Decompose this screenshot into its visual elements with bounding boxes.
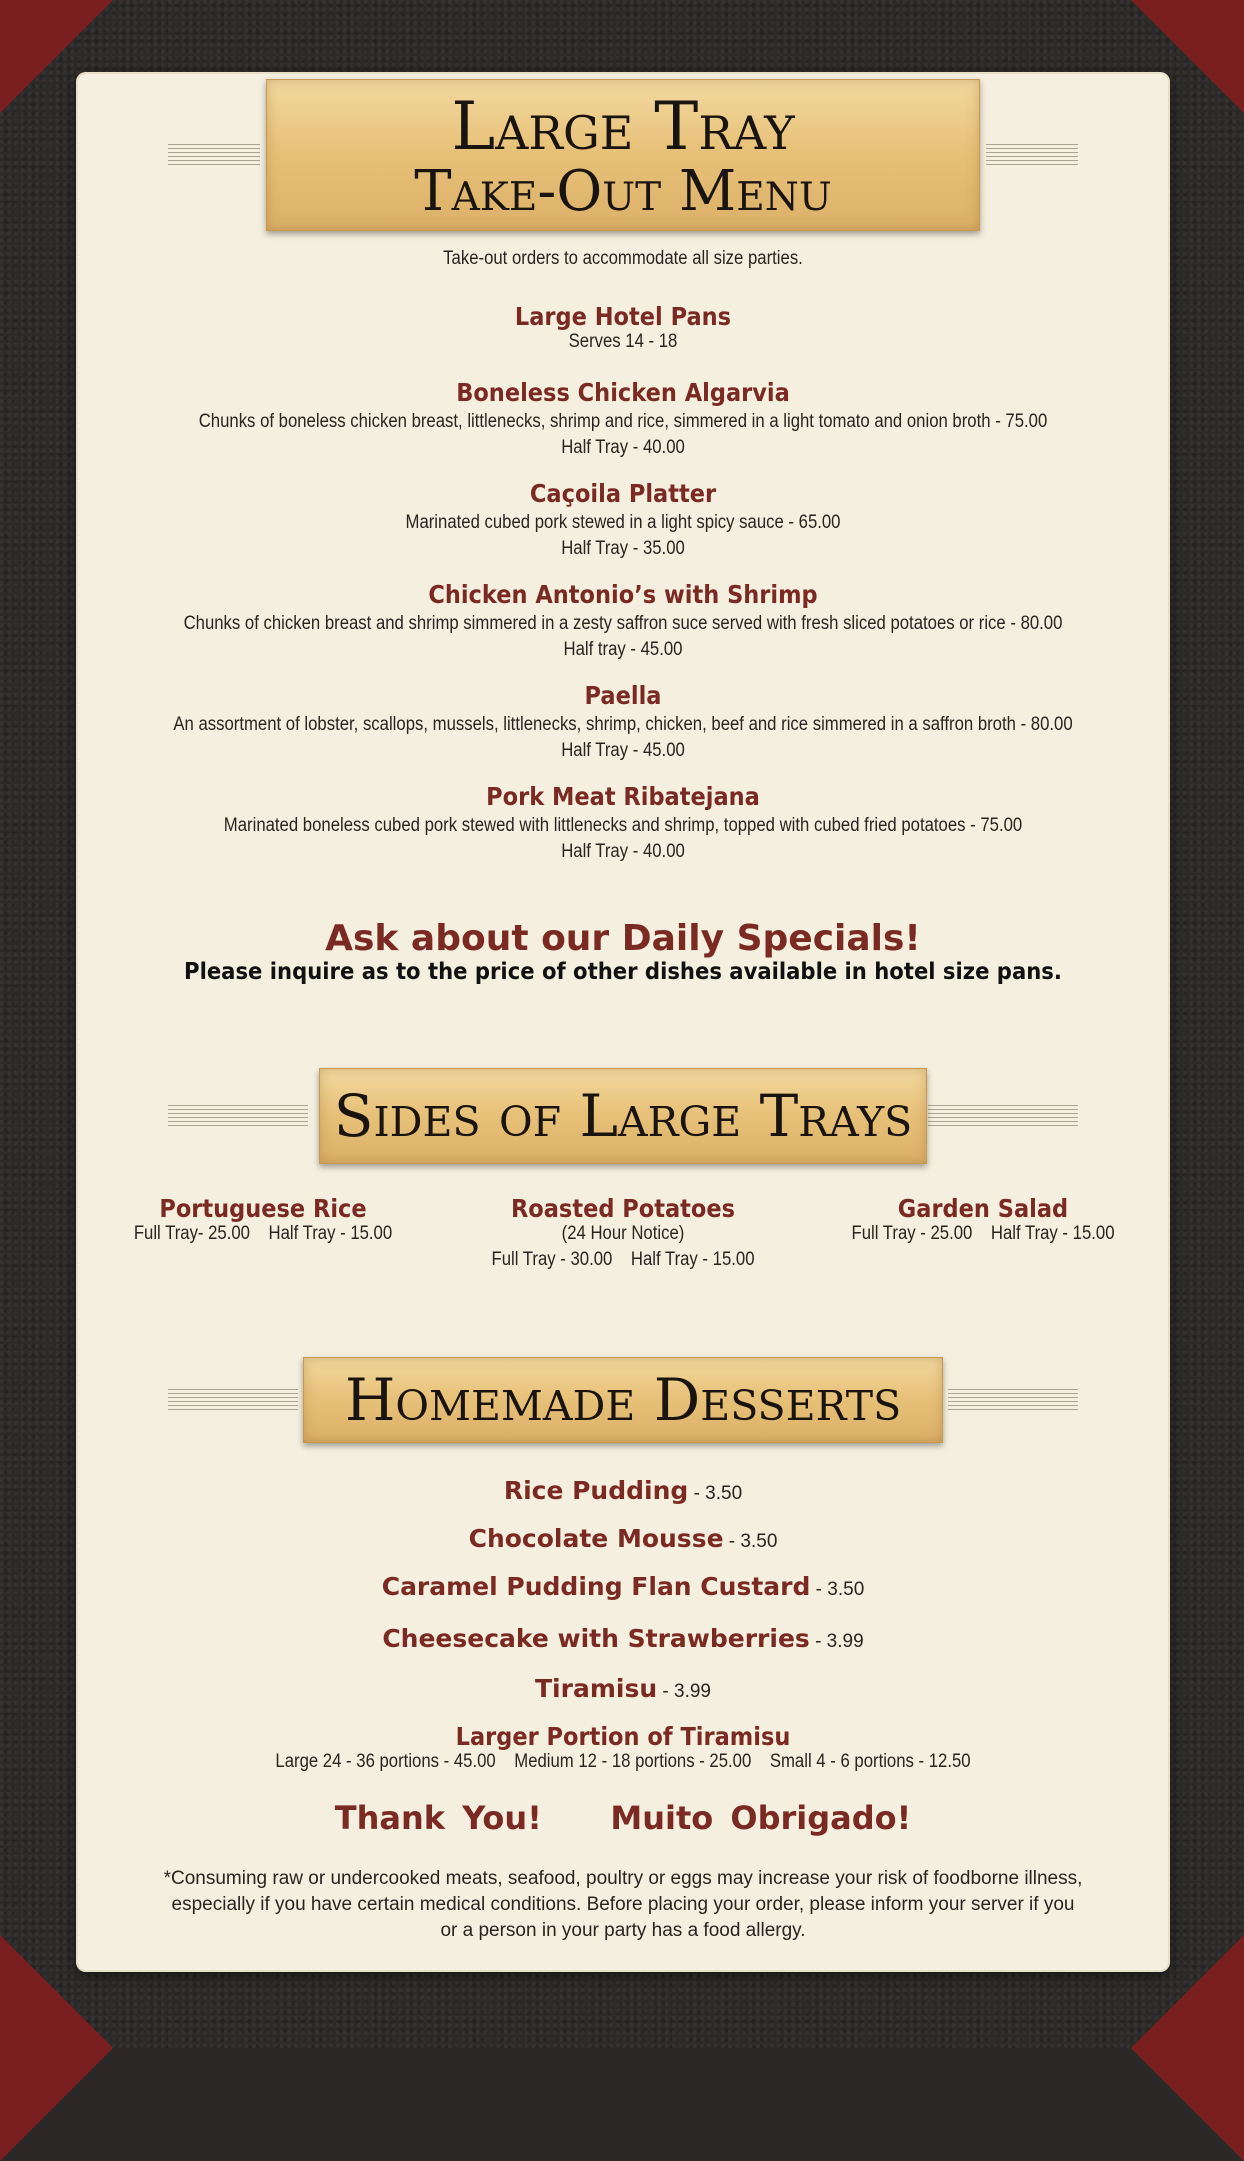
section-heading: Large Hotel Pans [514,302,732,331]
allergy-disclaimer-line: especially if you have certain medical conditions. Before placing your order, please inform your server if you [171,1894,1075,1915]
dish-name: Pork Meat Ribatejana [486,782,760,811]
desserts-banner [303,1357,943,1443]
hotel-pans-section [76,302,1170,353]
dessert-name: Chocolate Mousse [468,1524,724,1553]
larger-tiramisu-name: Larger Portion of Tiramisu [455,1722,791,1751]
larger-tiramisu [76,1722,1170,1773]
dish-description: Chunks of chicken breast and shrimp simmered in a zesty saffron suce served with fresh sliced potatoes or rice - 80.00 [183,613,1063,634]
dessert-name: Cheesecake with Strawberries [382,1624,810,1653]
divider-dots [948,1389,1078,1411]
sides-banner [319,1068,927,1164]
specials-title: Ask about our Daily Specials! [325,918,921,959]
menu-item [76,681,1170,762]
dessert-price: - 3.99 [657,1681,711,1702]
allergy-disclaimer-line: or a person in your party has a food allergy. [440,1920,806,1941]
title-banner-row [76,80,1170,230]
desserts-banner-row [76,1357,1170,1443]
divider-dots [168,1389,298,1411]
sides-heading: Sides of Large Trays [333,1082,913,1150]
dessert-price: - 3.50 [688,1483,743,1504]
side-item [83,1194,443,1245]
divider-dots [168,144,260,166]
desserts-heading: Homemade Desserts [344,1366,902,1434]
side-name: Roasted Potatoes [510,1194,736,1223]
side-prices: Full Tray- 25.00 Half Tray - 15.00 [133,1223,393,1244]
thank-you-message: Thank You! Muito Obrigado! [334,1799,912,1837]
side-item [803,1194,1163,1245]
dessert-name: Rice Pudding [503,1476,689,1505]
menu-item [76,580,1170,661]
dessert-item [76,1524,1170,1553]
dish-name: Boneless Chicken Algarvia [456,378,790,407]
side-name: Portuguese Rice [159,1194,367,1223]
dessert-price: - 3.50 [723,1531,778,1552]
half-tray-price: Half Tray - 35.00 [561,538,685,559]
menu-item [76,782,1170,863]
dessert-price: - 3.99 [809,1631,864,1652]
dish-description: Chunks of boneless chicken breast, littlenecks, shrimp and rice, simmered in a light tomato and onion broth - 75.00 [198,411,1048,432]
title-banner [266,79,980,231]
dessert-item [76,1476,1170,1505]
side-prices: Full Tray - 30.00 Half Tray - 15.00 [491,1249,755,1270]
menu-subtitle: Take-Out Menu [414,159,832,224]
dish-name: Paella [584,681,662,710]
sides-banner-row [76,1069,1170,1163]
dish-name: Chicken Antonio’s with Shrimp [428,580,818,609]
side-note: (24 Hour Notice) [561,1223,685,1244]
divider-dots [168,1105,308,1127]
menu-title: Large Tray [451,88,795,165]
disclaimer-block [76,1866,1170,1944]
thanks-row [76,1799,1170,1837]
half-tray-price: Half Tray - 40.00 [561,437,685,458]
serves-note: Serves 14 - 18 [568,331,678,352]
dessert-name: Tiramisu [535,1674,658,1703]
dessert-price: - 3.50 [810,1579,865,1600]
tiramisu-portions: Large 24 - 36 portions - 45.00 Medium 12 - 18 portions - 25.00 Small 4 - 6 portions - 12.50 [275,1751,971,1772]
specials-section [76,918,1170,985]
half-tray-price: Half Tray - 45.00 [561,740,685,761]
dessert-item [76,1572,1170,1601]
tagline-row [76,248,1170,270]
tagline: Take-out orders to accommodate all size parties. [443,248,803,269]
dish-description: Marinated cubed pork stewed in a light spicy sauce - 65.00 [405,512,841,533]
menu-item [76,479,1170,560]
dish-description: Marinated boneless cubed pork stewed with littlenecks and shrimp, topped with cubed fried potatoes - 75.00 [223,815,1023,836]
menu-page [76,72,1170,1972]
half-tray-price: Half Tray - 40.00 [561,841,685,862]
divider-dots [986,144,1078,166]
specials-subtitle: Please inquire as to the price of other dishes available in hotel size pans. [184,959,1062,985]
dish-description: An assortment of lobster, scallops, mussels, littlenecks, shrimp, chicken, beef and rice simmered in a saffron broth - 80.00 [173,714,1073,735]
dessert-name: Caramel Pudding Flan Custard [381,1572,811,1601]
dish-name: Caçoila Platter [529,479,717,508]
allergy-disclaimer-line: *Consuming raw or undercooked meats, seafood, poultry or eggs may increase your risk of foodborne illness, [163,1868,1083,1889]
side-name: Garden Salad [897,1194,1069,1223]
dessert-item [76,1624,1170,1653]
side-prices: Full Tray - 25.00 Half Tray - 15.00 [851,1223,1115,1244]
divider-dots [928,1105,1078,1127]
dessert-item [76,1674,1170,1703]
menu-item [76,378,1170,459]
half-tray-price: Half tray - 45.00 [563,639,683,660]
side-item [443,1194,803,1271]
